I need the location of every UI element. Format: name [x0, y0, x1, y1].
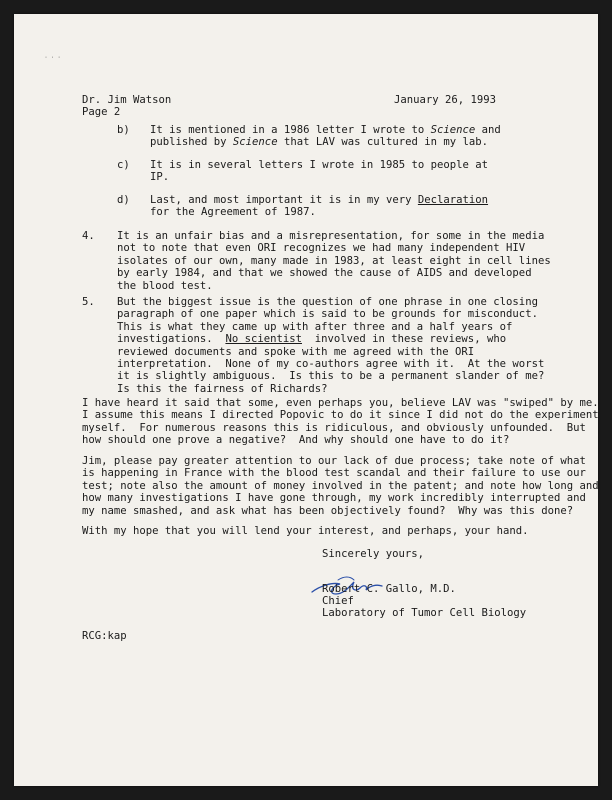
- item-d-label: d): [117, 194, 130, 206]
- item-4-label: 4.: [82, 230, 95, 242]
- text-line: reviewed documents and spoke with me agreed with the ORI: [117, 345, 475, 358]
- item-b-label: b): [117, 124, 130, 136]
- text-line: investigations. No scientist involved in these reviews, who: [117, 333, 507, 346]
- text-line: isolates of our own, many made in 1983, at least eight in cell lines: [117, 254, 551, 267]
- item-5-label: 5.: [82, 296, 95, 308]
- paragraph-closing-wish: [82, 525, 528, 537]
- paragraph-swiped: [82, 397, 599, 447]
- salutation: Sincerely yours,: [322, 548, 425, 560]
- signer-title: Chief: [322, 595, 354, 607]
- text-line: It is an unfair bias and a misrepresentation, for some in the media: [117, 230, 545, 242]
- page-number: Page 2: [82, 106, 121, 118]
- text-line: is happening in France with the blood test scandal and their failure to use our: [82, 467, 586, 480]
- text-line: myself. For numerous reasons this is ridiculous, and obviously unfounded. But: [82, 421, 586, 434]
- paper-specks: ˙ ˙ ˙: [44, 56, 62, 65]
- signer-department: Laboratory of Tumor Cell Biology: [322, 607, 527, 619]
- no-scientist-underline: No scientist: [225, 333, 302, 346]
- text-line: not to note that even ORI recognizes we had many independent HIV: [117, 242, 526, 255]
- declaration-link-text: Declaration: [417, 194, 489, 206]
- item-c-label: c): [117, 159, 130, 171]
- text-line: This is what they came up with after three and a half years of: [117, 320, 513, 333]
- item-4-text: [117, 230, 551, 292]
- text-line: the blood test.: [117, 279, 213, 292]
- text-line: by early 1984, and that we showed the cause of AIDS and developed: [117, 267, 532, 280]
- text-line: for the Agreement of 1987.: [150, 206, 316, 219]
- text-line: my name smashed, and ask what has been objectively found? Why was this done?: [82, 504, 574, 517]
- text-line: paragraph of one paper which is said to be grounds for misconduct.: [117, 308, 538, 321]
- text-line: But the biggest issue is the question of one phrase in one closing: [117, 296, 538, 308]
- signer-name: Robert C. Gallo, M.D.: [322, 583, 456, 595]
- letter-page: [14, 14, 598, 786]
- text-line: it is slightly ambiguous. Is this to be a permanent slander of me?: [117, 370, 545, 383]
- paragraph-due-process: [82, 455, 599, 517]
- item-5-text: [117, 296, 544, 395]
- text-line: test; note also the amount of money involved in the patent; and note how long and: [82, 479, 599, 492]
- text-line: I have heard it said that some, even perhaps you, believe LAV was "swiped" by me.: [82, 397, 599, 409]
- text-line: how should one prove a negative? And why should one have to do it?: [82, 434, 510, 447]
- text-line: interpretation. None of my co-authors agree with it. At the worst: [117, 358, 545, 371]
- text-line: how many investigations I have gone through, my work incredibly interrupted and: [82, 492, 586, 505]
- text-line: Is this the fairness of Richards?: [117, 382, 328, 395]
- text-line: Last, and most important it is in my very Declaration: [150, 194, 489, 206]
- text-line: IP.: [150, 171, 170, 184]
- text-line: Jim, please pay greater attention to our lack of due process; take note of what: [82, 455, 586, 467]
- letter-date: January 26, 1993: [394, 94, 497, 106]
- item-b-text: [150, 124, 501, 149]
- item-d-text: [150, 194, 488, 219]
- journal-name: Science: [232, 136, 278, 149]
- text-line: published by Science that LAV was cultured in my lab.: [150, 136, 489, 149]
- text-line: It is in several letters I wrote in 1985 to people at: [150, 159, 489, 171]
- text-line: It is mentioned in a 1986 letter I wrote to Science and: [150, 124, 501, 136]
- journal-name: Science: [430, 124, 476, 136]
- reference-initials: RCG:kap: [82, 630, 127, 642]
- recipient-line: Dr. Jim Watson: [82, 94, 172, 106]
- item-c-text: [150, 159, 488, 184]
- text-line: With my hope that you will lend your interest, and perhaps, your hand.: [82, 525, 529, 537]
- text-line: I assume this means I directed Popovic to do it since I did not do the experiment: [82, 409, 599, 422]
